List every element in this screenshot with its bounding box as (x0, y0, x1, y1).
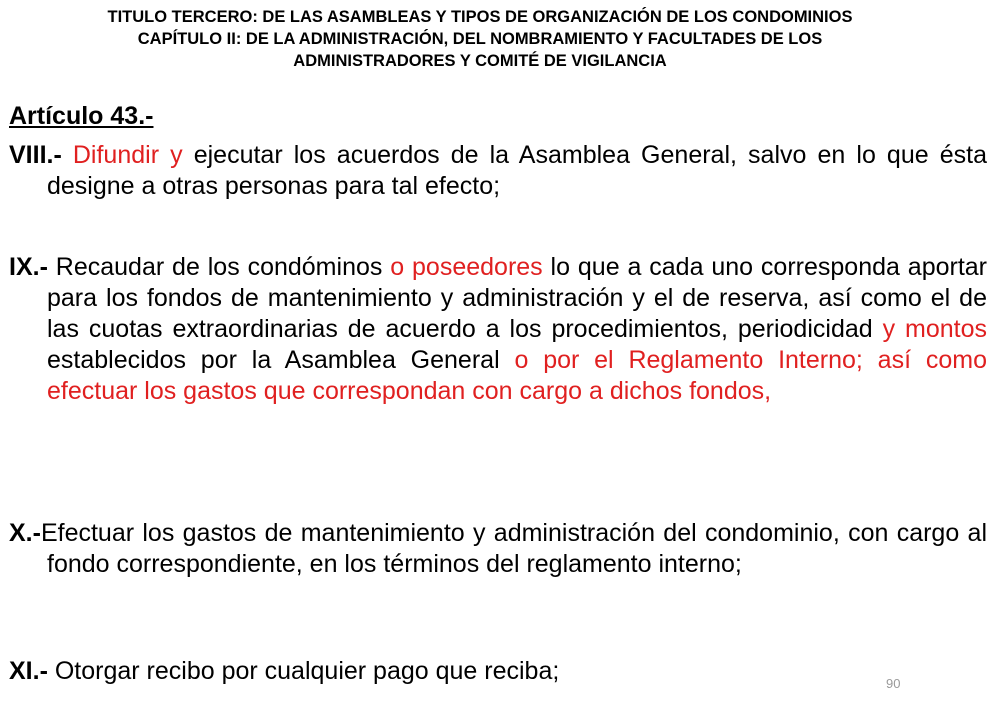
header-title-line: TITULO TERCERO: DE LAS ASAMBLEAS Y TIPOS DE ORGANIZACIÓN DE LOS CONDOMINIOS (107, 8, 853, 26)
item-label: IX.- (9, 253, 56, 281)
item-text: lo que a cada uno corresponda aportar para los fondos de mantenimiento y administración y el de reserva, así como el de las cuotas extraordinarias de acuerdo a los procedimientos, periodicidad (47, 253, 987, 343)
item-text: ejecutar los acuerdos de la Asamblea General, salvo en lo que ésta designe a otras personas para tal efecto; (47, 141, 987, 200)
item-text: establecidos por la Asamblea General (47, 346, 515, 374)
header-chapter-line: CAPÍTULO II: DE LA ADMINISTRACIÓN, DEL NOMBRAMIENTO Y FACULTADES DE LOS (137, 30, 823, 48)
highlighted-text: o por el Reglamento Interno; así como efectuar los gastos que correspondan con cargo a dichos fondos, (47, 346, 987, 405)
slide-header (0, 6, 960, 72)
item-x (9, 518, 987, 580)
item-ix (9, 252, 987, 407)
highlighted-text: o poseedores (390, 253, 543, 281)
item-viii (9, 140, 987, 202)
highlighted-text: Difundir y (72, 141, 183, 169)
highlighted-text: y montos (882, 315, 987, 343)
item-text: Efectuar los gastos de mantenimiento y administración del condominio, con cargo al fondo correspondiente, en los términos del reglamento interno; (40, 519, 987, 578)
article-title: Artículo 43.- (9, 102, 154, 130)
item-label: XI.- (9, 657, 55, 685)
item-label: X.- (9, 519, 41, 547)
item-xi (9, 656, 949, 687)
item-text: Recaudar de los condóminos (55, 253, 391, 281)
page-number: 90 (886, 676, 901, 691)
item-text: Otorgar recibo por cualquier pago que reciba; (54, 657, 560, 685)
item-label: VIII.- (9, 141, 73, 169)
header-chapter-line-continued: ADMINISTRADORES Y COMITÉ DE VIGILANCIA (293, 52, 667, 70)
